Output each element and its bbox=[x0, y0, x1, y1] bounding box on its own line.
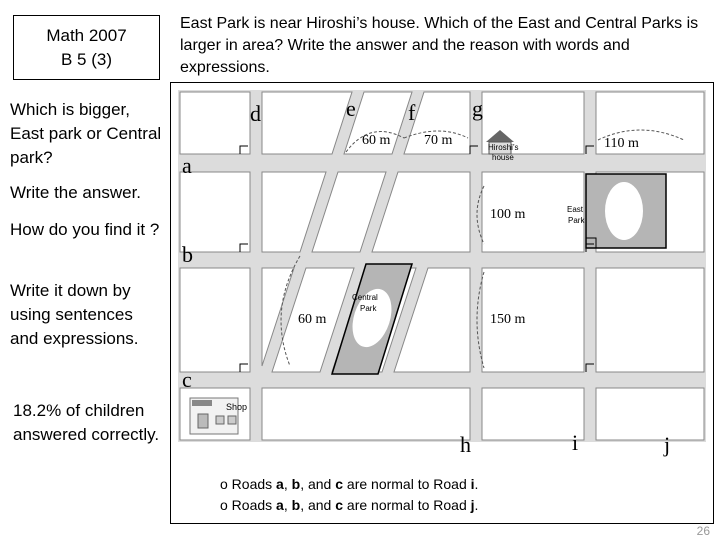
central-park-label-2: Park bbox=[360, 304, 377, 313]
road-label-h: h bbox=[460, 432, 471, 457]
road-label-e: e bbox=[346, 96, 356, 121]
problem-prompt: East Park is near Hiroshi’s house. Which of the East and Central Parks is larger in area? Write the answer and the reason with words and expressions. bbox=[180, 15, 699, 76]
east-park-label-2: Park bbox=[568, 216, 585, 225]
question-write-answer: Write the answer. bbox=[10, 183, 142, 202]
house-label-2: house bbox=[492, 153, 514, 162]
distance-110m: 110 m bbox=[604, 136, 639, 151]
note-road-i: o Roads a, b, and c are normal to Road i. bbox=[220, 476, 479, 492]
note-road-j: o Roads a, b, and c are normal to Road j. bbox=[220, 497, 479, 513]
title-line2: B 5 (3) bbox=[60, 50, 113, 69]
east-park-pond bbox=[605, 182, 643, 240]
road-label-f: f bbox=[408, 100, 416, 125]
question-which-bigger: Which is bigger, East park or Central park? bbox=[10, 100, 162, 167]
notes bbox=[220, 474, 478, 516]
page-number: 26 bbox=[696, 524, 710, 538]
distance-150m: 150 m bbox=[490, 312, 526, 327]
road-label-c: c bbox=[182, 367, 192, 392]
distance-70m: 70 m bbox=[424, 133, 453, 148]
shop-label: Shop bbox=[226, 402, 248, 412]
distance-60m-top: 60 m bbox=[362, 133, 391, 148]
title-line1: Math 2007 bbox=[46, 26, 127, 45]
question-write-down: Write it down by using sentences and expressions. bbox=[10, 281, 139, 348]
house-label-1: Hiroshi’s bbox=[488, 143, 519, 152]
road-label-j: j bbox=[664, 432, 671, 457]
distance-100m: 100 m bbox=[490, 207, 526, 222]
road-label-i: i bbox=[572, 430, 579, 455]
road-label-a: a bbox=[182, 153, 192, 178]
road-label-d: d bbox=[250, 101, 261, 126]
statistic-text: 18.2% of children answered correctly. bbox=[13, 401, 160, 444]
road-label-b: b bbox=[182, 242, 193, 267]
central-park-label-1: Central bbox=[352, 293, 378, 302]
east-park-label-1: East bbox=[567, 205, 584, 214]
distance-60m-bottom: 60 m bbox=[298, 312, 327, 327]
question-how-find: How do you find it ? bbox=[10, 220, 160, 239]
road-label-g: g bbox=[472, 96, 483, 121]
